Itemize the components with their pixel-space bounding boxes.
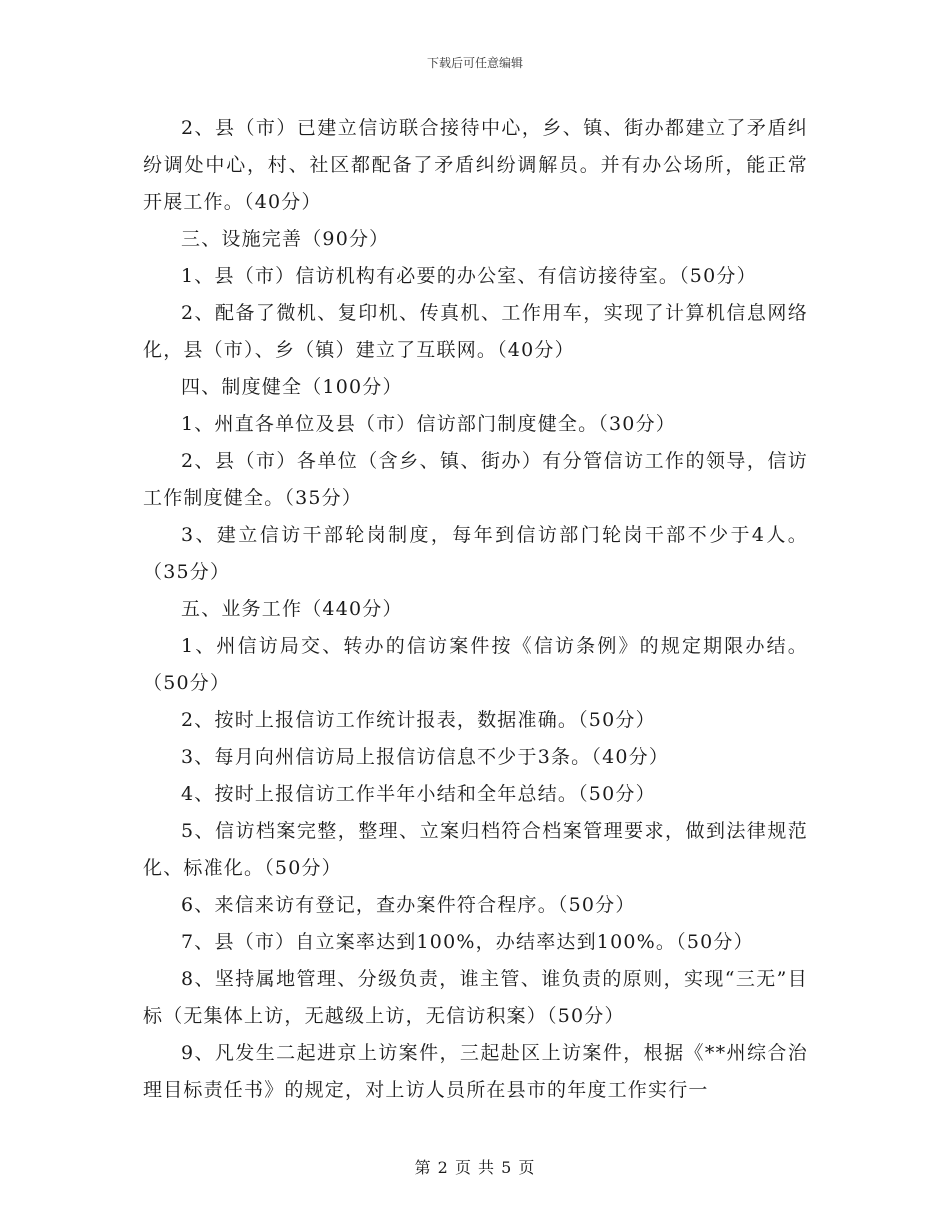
document-body [143,110,808,1109]
paragraph: 4、按时上报信访工作半年小结和全年总结。（50分） [181,783,656,805]
section-heading: 三、设施完善（90分） [181,228,390,250]
paragraph: 9、凡发生二起进京上访案件，三起赴区上访案件，根据《**州综合治理目标责任书》的规定，对上访人员所在县市的年度工作实行一 [143,1042,808,1101]
paragraph: 1、县（市）信访机构有必要的办公室、有信访接待室。（50分） [181,265,757,287]
page-header: 下载后可任意编辑 [426,56,523,70]
paragraph: 6、来信来访有登记，查办案件符合程序。（50分） [181,894,636,916]
paragraph: 2、县（市）各单位（含乡、镇、街办）有分管信访工作的领导，信访工作制度健全。（35分） [143,450,808,509]
paragraph: 7、县（市）自立案率达到100%，办结率达到100%。（50分） [181,931,754,953]
paragraph: 2、按时上报信访工作统计报表，数据准确。（50分） [181,709,656,731]
page-footer: 第 2 页 共 5 页 [414,1158,536,1177]
paragraph: 3、建立信访干部轮岗制度，每年到信访部门轮岗干部不少于4人。（35分） [143,524,808,583]
paragraph: 2、配备了微机、复印机、传真机、工作用车，实现了计算机信息网络化，县（市）、乡（镇）建立了互联网。（40分） [143,302,808,361]
paragraph: 2、县（市）已建立信访联合接待中心，乡、镇、街办都建立了矛盾纠纷调处中心，村、社区都配备了矛盾纠纷调解员。并有办公场所，能正常开展工作。（40分） [143,117,808,213]
paragraph: 8、坚持属地管理、分级负责，谁主管、谁负责的原则，实现“三无”目标（无集体上访，无越级上访，无信访积案）（50分） [143,968,808,1027]
paragraph: 1、州直各单位及县（市）信访部门制度健全。（30分） [181,413,676,435]
section-heading: 五、业务工作（440分） [181,598,403,620]
paragraph: 5、信访档案完整，整理、立案归档符合档案管理要求，做到法律规范化、标准化。（50分） [143,820,808,879]
paragraph: 1、州信访局交、转办的信访案件按《信访条例》的规定期限办结。（50分） [143,635,808,694]
paragraph: 3、每月向州信访局上报信访信息不少于3条。（40分） [181,746,670,768]
section-heading: 四、制度健全（100分） [181,376,403,398]
